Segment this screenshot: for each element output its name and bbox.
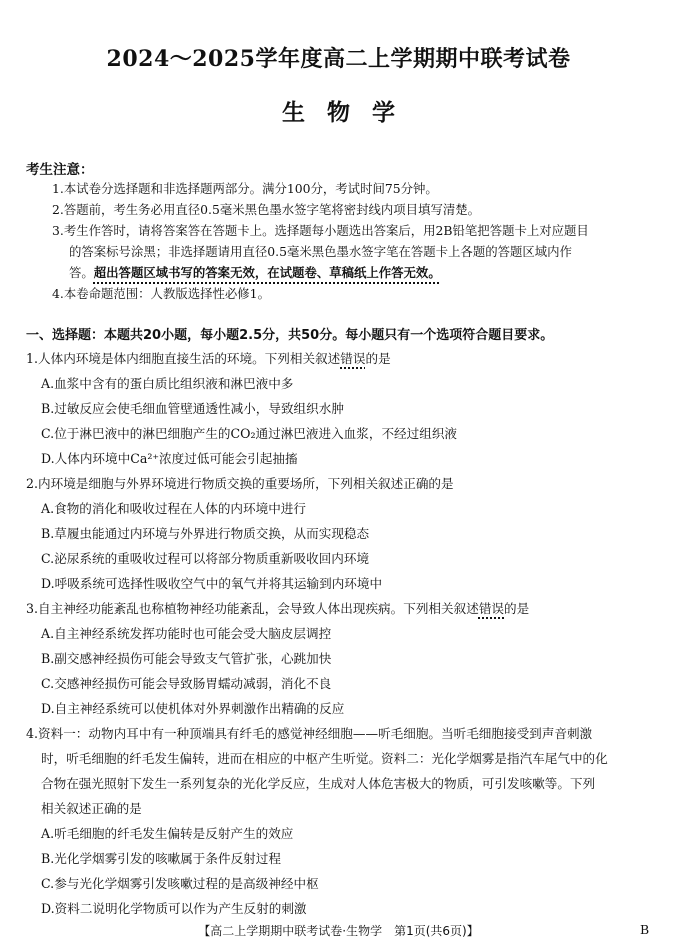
paper-version-code: B: [640, 922, 650, 937]
stem-text: 3.自主神经功能紊乱也称植物神经功能紊乱，会导致人体出现疾病。下列相关叙述: [26, 601, 479, 616]
notice-item-4: 4.本卷命题范围：人教版选择性必修1。: [52, 286, 270, 301]
stem-text: 2.内环境是细胞与外界环境进行物质交换的重要场所，下列相关叙述正确的是: [26, 476, 454, 491]
option-c: C.泌尿系统的重吸收过程可以将部分物质重新吸收回内环境: [41, 551, 370, 566]
question-stem: [26, 471, 656, 496]
question-stem-line-2: 时，听毛细胞的纤毛发生偏转，进而在相应的中枢产生听觉。资料二：光化学烟雾是指汽车尾气中的化: [41, 751, 608, 766]
option-d: D.呼吸系统可选择性吸收空气中的氧气并将其运输到内环境中: [41, 576, 383, 591]
option-d: D.资料二说明化学物质可以作为产生反射的刺激: [41, 901, 307, 916]
notice-item-3-prefix: 答。: [69, 265, 94, 280]
subject-title: 生物学: [282, 99, 417, 126]
stem-text: 1.人体内环境是体内细胞直接生活的环境。下列相关叙述: [26, 351, 341, 366]
option-a: A.食物的消化和吸收过程在人体的内环境中进行: [41, 501, 306, 516]
question-stem: [26, 596, 656, 621]
notice-list: [52, 178, 652, 304]
question-stem-line-4: 相关叙述正确的是: [41, 801, 142, 816]
question-1: [26, 346, 656, 471]
question-stem-line-1: 4.资料一：动物内耳中有一种顶端具有纤毛的感觉神经细胞——听毛细胞。当听毛细胞接受到声音刺激: [26, 726, 593, 741]
question-2: [26, 471, 656, 596]
option-c: C.参与光化学烟雾引发咳嗽过程的是高级神经中枢: [41, 876, 319, 891]
option-d: D.自主神经系统可以使机体对外界刺激作出精确的反应: [41, 701, 345, 716]
option-c: C.位于淋巴液中的淋巴细胞产生的CO₂通过淋巴液进入血浆，不经过组织液: [41, 426, 458, 441]
stem-emphasis: 错误: [340, 351, 366, 366]
notice-item-3: [52, 220, 652, 283]
option-b: B.草履虫能通过内环境与外界进行物质交换，从而实现稳态: [41, 526, 370, 541]
exam-title: 2024～2025学年度高二上学期期中联考试卷: [106, 46, 571, 72]
notice-item-1: 1.本试卷分选择题和非选择题两部分。满分100分，考试时间75分钟。: [52, 181, 438, 196]
stem-tail: 的是: [365, 351, 391, 366]
stem-tail: 的是: [504, 601, 530, 616]
option-c: C.交感神经损伤可能会导致肠胃蠕动减弱，消化不良: [41, 676, 332, 691]
notice-item-3-line-3: [52, 262, 652, 283]
question-stem: [26, 346, 656, 371]
option-a: A.血浆中含有的蛋白质比组织液和淋巴液中多: [41, 376, 294, 391]
option-b: B.光化学烟雾引发的咳嗽属于条件反射过程: [41, 851, 281, 866]
notice-heading: 考生注意：: [26, 162, 94, 178]
question-3: [26, 596, 656, 721]
stem-emphasis: 错误: [478, 601, 504, 616]
notice-item-3-line-1: 3.考生作答时，请将答案答在答题卡上。选择题每小题选出答案后，用2B铅笔把答题卡上对应题目: [52, 223, 589, 238]
question-4: [26, 721, 656, 921]
question-stem-line-3: 合物在强光照射下发生一系列复杂的光化学反应，生成对人体危害极大的物质，可引发咳嗽等。下列: [41, 776, 596, 791]
notice-item-3-line-2: 的答案标号涂黑；非选择题请用直径0.5毫米黑色墨水签字笔在答题卡上各题的答题区域内作: [69, 244, 572, 259]
option-a: A.自主神经系统发挥功能时也可能会受大脑皮层调控: [41, 626, 332, 641]
option-d: D.人体内环境中Ca²⁺浓度过低可能会引起抽搐: [41, 451, 298, 466]
page-footer: 【高二上学期期中联考试卷·生物学 第1页(共6页)】: [198, 924, 479, 938]
question-list: [26, 346, 656, 921]
notice-item-3-emphasis: 超出答题区域书写的答案无效，在试题卷、草稿纸上作答无效。: [93, 265, 441, 280]
option-b: B.副交感神经损伤可能会导致支气管扩张，心跳加快: [41, 651, 332, 666]
option-b: B.过敏反应会使毛细血管壁通透性减小，导致组织水肿: [41, 401, 344, 416]
option-a: A.听毛细胞的纤毛发生偏转是反射产生的效应: [41, 826, 294, 841]
notice-item-2: 2.答题前，考生务必用直径0.5毫米黑色墨水签字笔将密封线内项目填写清楚。: [52, 202, 481, 217]
section-heading: 一、选择题：本题共20小题，每小题2.5分，共50分。每小题只有一个选项符合题目要求。: [26, 328, 554, 343]
